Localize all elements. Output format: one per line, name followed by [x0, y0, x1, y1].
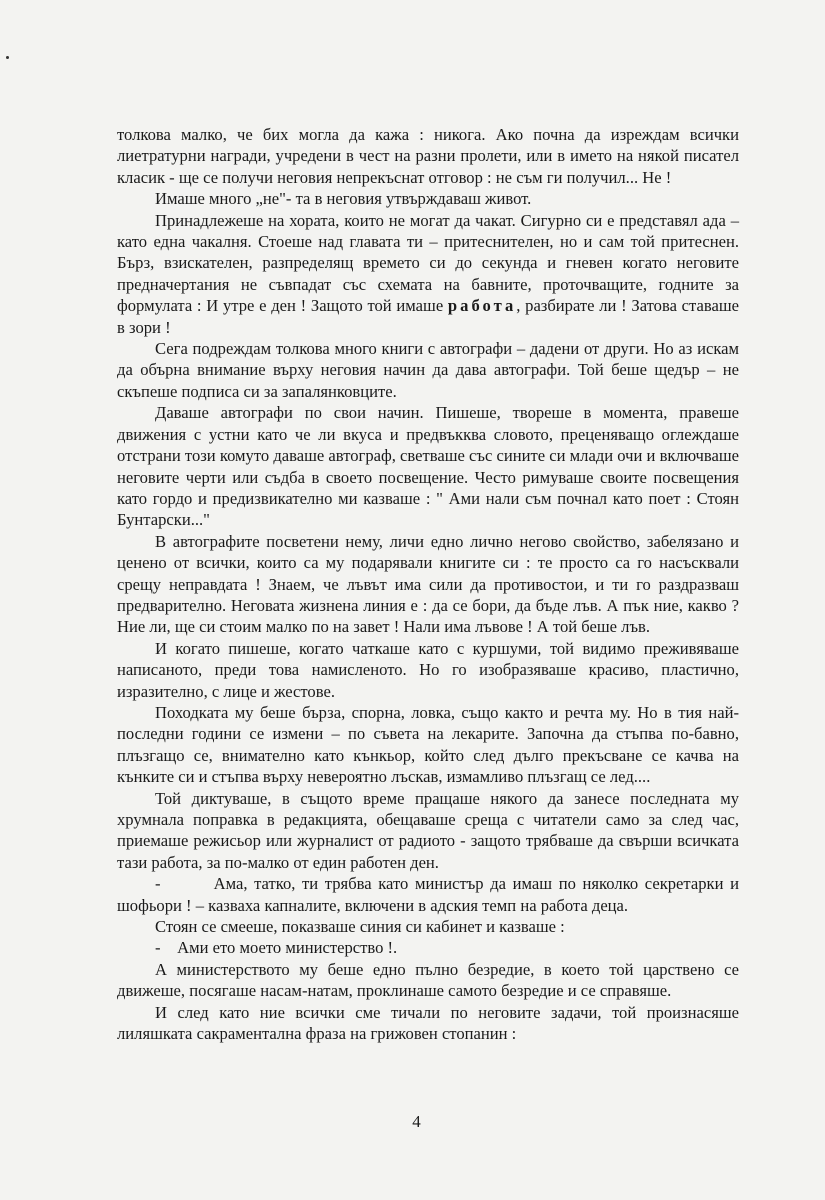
- paragraph-text: Принадлежеше на хората, които не могат да чакат. Сигурно си е представял ада – като една чакалня. Стоеше над главата ти – притеснителен, но и сам той притеснен. Бърз, взискателен, разпределящ времето си до секунда и гневен когато неговите предначертания не съвпадат със схемата на бавните, проточващите, годните за формулата : И утре е ден ! Защото той имаше: [117, 210, 739, 316]
- dialogue-line: - Ама, татко, ти трябва като министър да имаш по няколко секретарки и шофьори ! – казваха капналите, включени в адския темп на работа деца.: [117, 874, 744, 915]
- emphasized-word: работа: [447, 296, 517, 316]
- paragraph: А министерството му беше едно пълно безредие, в което той царствено се движеше, посягаше насам-натам, проклинаше самото безредие и се справяше.: [117, 959, 739, 1001]
- paragraph: Той диктуваше, в същото време пращаше някого да занесе последната му хрумнала поправка в редакцията, обещаваше среща с читатели само за след час, приемаше режисьор или журналист от радиото - защото трябваше да свърши всичката тази работа, за по-малко от един работен ден.: [117, 788, 739, 872]
- paragraph: И след като ние всички сме тичали по неговите задачи, той произнасяше лиляшката сакраментална фраза на грижовен стопанин :: [117, 1002, 739, 1044]
- paragraph: Походката му беше бърза, спорна, ловка, също както и речта му. Но в тия най-последни години се измени – по съвета на лекарите. Започна да стъпва по-бавно, плъзгащо се, внимателно като кънкьор, който след дълго прекъсване се качва на кънките си и стъпва върху невероятно лъскав, измамливо плъзгащ се лед....: [117, 702, 739, 787]
- page-body: [117, 124, 744, 1044]
- paragraph: толкова малко, че бих могла да кажа : никога. Ако почна да изреждам всички лиетратурни награди, учредени в чест на разни пролети, или в името на някой писател класик - ще се получи неговия непрекъснат отговор : не съм ги получил... Не !: [117, 125, 739, 187]
- scan-speck: [6, 56, 9, 59]
- paragraph: Сега подреждам толкова много книги с автографи – дадени от други. Но аз искам да обърна внимание върху неговия начин да дава автографи. Той беше щедър – не скъпеше подписа си за запалянковците.: [117, 339, 739, 401]
- paragraph: Имаше много „не"- та в неговия утвърждаваш живот.: [155, 189, 532, 209]
- paragraph: И когато пишеше, когато чаткаше като с куршуми, той видимо преживяваше написаното, преди това намисленото. Но го изобразяваше красиво, пластично, изразително, с лице и жестове.: [117, 638, 739, 701]
- page-number: 4: [412, 1112, 421, 1131]
- paragraph-text: , разбирате ли ! Затова ставаше в зори !: [117, 296, 739, 337]
- paragraph: Даваше автографи по свои начин. Пишеше, твореше в момента, правеше движения с устни като че ли вкуса и предвъкква словото, преценяващо оглеждаше отстрани този комуто даваше автограф, светваше със сините си млади очи и включваше неговите черти или съдба в своето посвещение. Често римуваше своите посвещения като гордо и предизвикателно ми казваше : " Ами нали съм почнал като поет : Стоян Бунтарски...": [117, 403, 739, 530]
- paragraph: В автографите посветени нему, личи едно лично негово свойство, забелязано и ценено от всички, които са му подарявали книгите си : те просто са го насъсквали срещу неправдата ! Знаем, че лъвът има сили да противостои, и ти го раздразваш предварително. Неговата жизнена линия е : да се бори, да бъде лъв. А пък ние, какво ? Ние ли, ще си стоим малко по на завет ! Нали има лъвове ! А той беше лъв.: [117, 531, 739, 637]
- dialogue-line: - Ами ето моето министерство !.: [155, 938, 398, 958]
- paragraph: [117, 210, 739, 338]
- paragraph: Стоян се смееше, показваше синия си кабинет и казваше :: [155, 917, 565, 937]
